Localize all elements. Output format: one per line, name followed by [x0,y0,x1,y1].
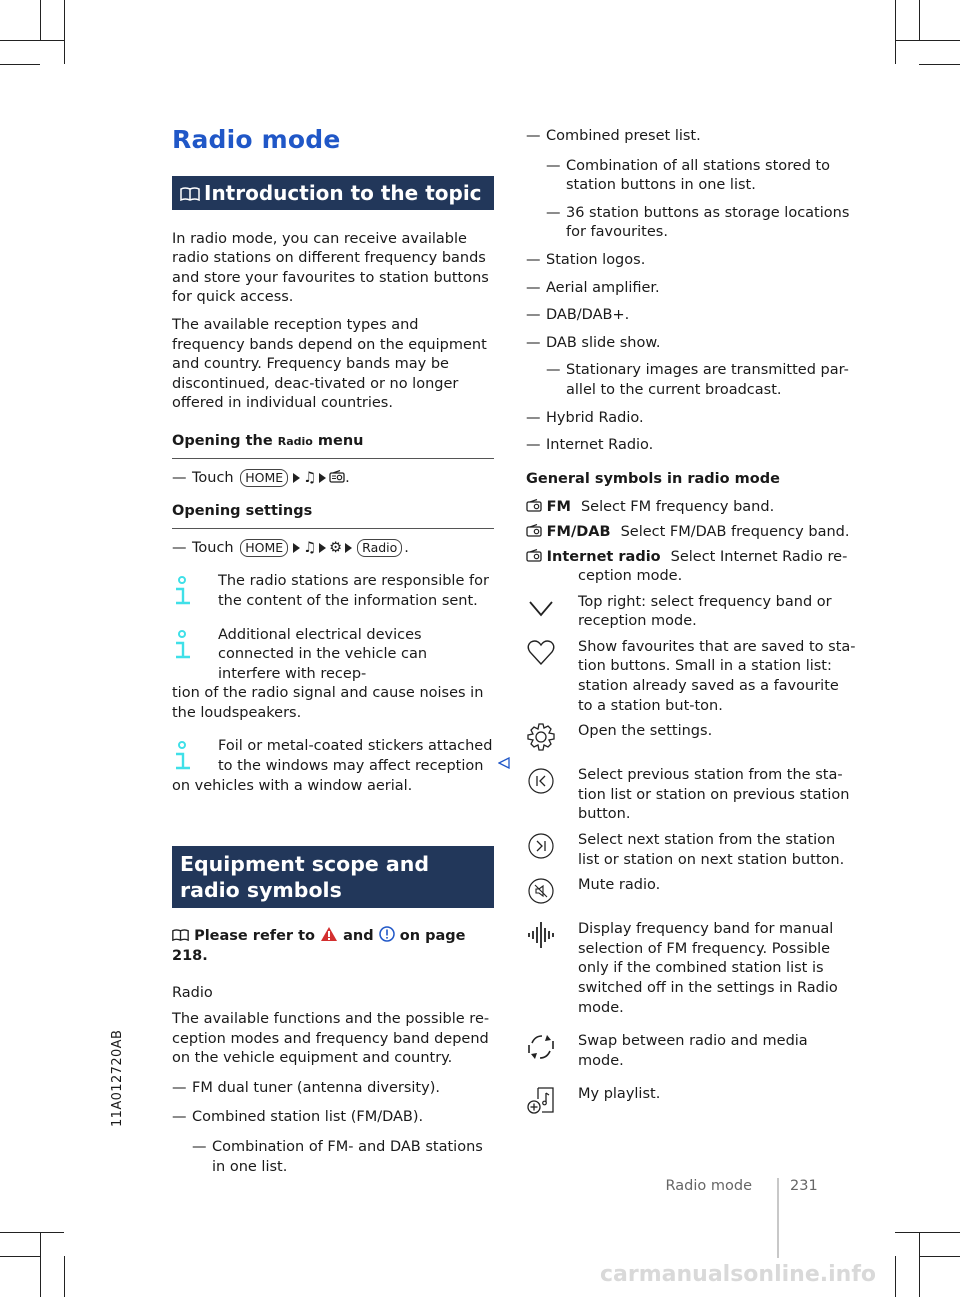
fm-text: Select FM frequency band. [580,499,775,516]
radio-icon [329,470,345,483]
symbol-frequency [526,920,856,1018]
bullet-hybrid: — Hybrid Radio. [526,409,856,429]
book-icon [180,187,200,201]
symbol-prev [526,766,856,825]
radio-label: Radio [172,985,213,1002]
crop-mark [919,0,920,40]
info-icon [172,630,192,660]
section-end-icon [498,757,510,769]
swap-icon [526,1032,556,1062]
home-key[interactable]: HOME [240,539,288,557]
page-title: Radio mode [172,125,341,154]
bullet-fm-dual: — FM dual tuner (antenna diversity). [172,1079,494,1099]
symbol-chevron-text: Top right: select frequency band or reception mode. [578,593,832,630]
fmdab-label: FM/DAB [546,523,611,540]
radio-icon [526,549,542,562]
info-icon [172,741,192,771]
arrow-right-icon [319,473,326,483]
internet-text: Select Internet Radio re-ception mode. [578,548,848,585]
equipment-heading: Equipment scope and radio symbols [180,852,430,903]
info-icon [172,576,192,606]
symbol-prev-text: Select previous station from the sta-tion list or station on previous station button. [578,767,850,823]
crop-mark [919,1256,960,1257]
heart-icon [526,638,556,668]
internet-label: Internet radio [546,548,661,565]
crop-mark [919,64,960,65]
symbol-chevron [526,593,856,632]
symbol-fm [526,498,856,518]
open-menu-heading [172,432,494,459]
sub-preset-1: — Combination of all stations stored to station buttons in one list. [526,157,856,196]
crop-mark [895,1256,896,1297]
symbol-mute-text: Mute radio. [578,877,661,894]
home-key[interactable]: HOME [240,469,288,487]
fmdab-text: Select FM/DAB frequency band. [620,523,850,540]
refer-line [172,926,494,966]
warning-icon [320,926,338,942]
refer-and: and [343,928,374,945]
arrow-right-icon [345,543,352,553]
book-icon [172,929,189,941]
info-note-2 [172,626,494,724]
chevron-down-icon [526,593,556,623]
bullet-combined: — Combined station list (FM/DAB). [172,1108,494,1128]
open-settings-heading: Opening settings [172,502,494,529]
page-number: 231 [790,1178,818,1194]
fm-label: FM [546,499,571,516]
symbol-swap [526,1032,856,1071]
symbol-heart [526,638,856,716]
crop-mark [919,1232,920,1297]
crop-mark [40,0,41,40]
refer-pre: Please refer to [194,928,316,945]
crop-mark [64,1256,65,1297]
next-station-icon [526,831,556,861]
symbol-heart-text: Show favourites that are saved to sta-tion buttons. Small in a station list: station already saved as a favourite to a station but-ton. [578,638,856,714]
sub-preset-2: — 36 station buttons as storage locations for favourites. [526,204,856,243]
open-menu-heading-pre: Opening the [172,432,273,449]
symbol-internet [526,548,856,587]
crop-mark [0,40,64,41]
radio-description: The available functions and the possible re-ception modes and frequency band depend on the vehicle equipment and country. [172,1011,490,1067]
playlist-add-icon [526,1085,556,1115]
bullet-aerial: — Aerial amplifier. [526,279,856,299]
footer-divider [777,1178,779,1258]
radio-key[interactable]: Radio [357,539,402,557]
gear-icon [526,722,556,752]
left-column [172,125,494,1177]
crop-mark [0,64,40,65]
symbol-frequency-text: Display frequency band for manual selection of FM frequency. Possible only if the combined station list is switched off in the settings in Radio mode. [578,921,838,1016]
notice-icon [379,926,395,942]
symbol-playlist [526,1085,856,1115]
intro-heading: Introduction to the topic [204,180,482,205]
music-note-icon: ♫ [303,539,317,556]
info-note-3 [172,737,494,796]
symbol-mute [526,876,856,906]
touch-label: Touch [192,469,234,486]
info-note-2-text: Additional electrical devices connected in the vehicle can interfere with recep- [218,626,428,682]
crop-mark [0,1256,40,1257]
bullet-slide: — DAB slide show. [526,334,856,354]
mute-icon [526,876,556,906]
arrow-right-icon [293,473,300,483]
equipment-band [172,846,494,908]
symbol-playlist-text: My playlist. [578,1086,661,1103]
crop-mark [895,0,896,64]
symbol-fmdab [526,523,856,543]
info-note-2-cont: tion of the radio signal and cause noises in the loudspeakers. [172,685,484,721]
bullet-dab: — DAB/DAB+. [526,306,856,326]
sub-combined: — Combination of FM- and DAB stations in one list. [172,1138,494,1177]
crop-mark [40,1232,41,1297]
info-note-3-text: Foil or metal-coated stickers attached to the windows may affect reception [218,738,493,775]
right-column [526,127,856,1115]
touch-label: Touch [192,539,234,556]
gear-icon: ⚙ [329,539,343,556]
radio-icon [526,524,542,537]
open-settings-step: — Touch HOME ♫ ⚙ Radio . [172,539,494,559]
intro-paragraph-1: In radio mode, you can receive available radio stations on different frequency bands and store your favourites to station buttons for quick access. [172,230,489,306]
intro-paragraph-2: The available reception types and frequency bands depend on the equipment and country. Frequency bands may be discontinued, deac-tivated or no longer offered in individual countries. [172,316,487,412]
crop-mark [64,0,65,64]
frequency-bars-icon [526,920,556,950]
symbol-next-text: Select next station from the station list or station on next station button. [578,832,845,868]
bullet-preset: — Combined preset list. [526,127,856,147]
bullet-logos: — Station logos. [526,251,856,271]
symbols-heading: General symbols in radio mode [526,470,780,487]
info-note-1-text: The radio stations are responsible for the content of the information sent. [218,573,489,609]
crop-mark [0,1232,64,1233]
bullet-internet: — Internet Radio. [526,436,856,456]
open-menu-heading-key: Radio [277,434,313,448]
refer-post: on page 218. [172,928,466,964]
music-note-icon: ♫ [303,469,317,486]
crop-mark [895,1232,960,1233]
symbol-gear [526,722,856,752]
symbol-gear-text: Open the settings. [578,723,713,740]
watermark: carmanualsonline.info [600,1262,876,1287]
previous-station-icon [526,766,556,796]
info-note-3-cont: on vehicles with a window aerial. [172,777,413,794]
symbol-next [526,831,856,870]
sub-slide: — Stationary images are transmitted par-allel to the current broadcast. [526,361,856,400]
arrow-right-icon [293,543,300,553]
info-note-1 [172,572,494,611]
open-menu-heading-post: menu [317,432,364,449]
side-code: 11A012720AB [110,1029,125,1127]
radio-icon [526,499,542,512]
crop-mark [895,40,960,41]
open-menu-step: — Touch HOME ♫ . [172,469,494,489]
arrow-right-icon [319,543,326,553]
intro-band [172,176,494,210]
symbol-swap-text: Swap between radio and media mode. [578,1033,808,1069]
footer-section: Radio mode [665,1178,752,1194]
